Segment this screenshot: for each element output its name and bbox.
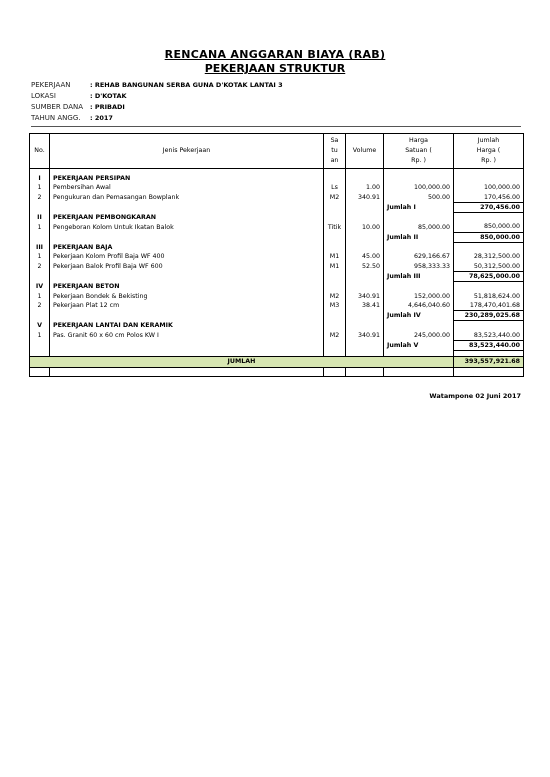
- item-name: Pembersihan Awal: [50, 183, 324, 192]
- empty-cell: [324, 321, 346, 331]
- item-total: 51,818,624.00: [454, 292, 524, 301]
- item-total: 83,523,440.00: [454, 331, 524, 341]
- item-number: 2: [30, 301, 50, 311]
- empty-cell: [30, 367, 50, 376]
- item-number: 1: [30, 183, 50, 192]
- empty-cell: [454, 174, 524, 183]
- item-unit: Ls: [324, 183, 346, 192]
- subtotal-label: Jumlah II: [384, 232, 454, 242]
- empty-cell: [30, 341, 50, 351]
- subtotal-value: 230,289,025.68: [454, 311, 524, 321]
- table-row: [30, 262, 524, 272]
- section-header-row: [30, 213, 524, 223]
- table-row: [30, 292, 524, 301]
- empty-cell: [324, 232, 346, 242]
- empty-cell: [384, 213, 454, 223]
- item-unit: M1: [324, 252, 346, 261]
- section-number: II: [30, 213, 50, 223]
- item-name: Pekerjaan Bondek & Bekisting: [50, 292, 324, 301]
- item-unit-price: 629,166.67: [384, 252, 454, 261]
- item-number: 2: [30, 262, 50, 272]
- header-no: No.: [30, 134, 50, 169]
- item-total: 850,000.00: [454, 222, 524, 232]
- empty-cell: [454, 243, 524, 253]
- subtotal-label: Jumlah III: [384, 271, 454, 281]
- empty-cell: [346, 232, 384, 242]
- subtotal-value: 850,000.00: [454, 232, 524, 242]
- empty-cell: [324, 243, 346, 253]
- signature-place-date: Watampone 02 Juni 2017: [429, 392, 521, 400]
- empty-cell: [346, 321, 384, 331]
- empty-cell: [384, 243, 454, 253]
- item-number: 1: [30, 292, 50, 301]
- item-total: 170,456.00: [454, 193, 524, 203]
- item-number: 2: [30, 193, 50, 203]
- subtotal-label: Jumlah I: [384, 202, 454, 212]
- empty-cell: [384, 321, 454, 331]
- section-number: III: [30, 243, 50, 253]
- empty-cell: [324, 202, 346, 212]
- empty-cell: [346, 271, 384, 281]
- item-total: 28,312,500.00: [454, 252, 524, 261]
- item-unit-price: 4,646,040.60: [384, 301, 454, 311]
- empty-cell: [50, 311, 324, 321]
- subtotal-value: 78,625,000.00: [454, 271, 524, 281]
- item-name: Pekerjaan Balok Profil Baja WF 600: [50, 262, 324, 272]
- item-total: 178,470,401.68: [454, 301, 524, 311]
- table-row: [30, 331, 524, 341]
- divider: [31, 126, 521, 127]
- subtotal-label: Jumlah V: [384, 341, 454, 351]
- section-name: PEKERJAAN BAJA: [50, 243, 324, 253]
- section-name: PEKERJAAN PEMBONGKARAN: [50, 213, 324, 223]
- item-unit-price: 85,000.00: [384, 222, 454, 232]
- meta-tahun-anggaran: TAHUN ANGG. : 2017: [31, 114, 113, 122]
- section-header-row: [30, 174, 524, 183]
- empty-cell: [324, 174, 346, 183]
- subtotal-row: [30, 271, 524, 281]
- item-number: 1: [30, 252, 50, 261]
- section-name: PEKERJAAN LANTAI DAN KERAMIK: [50, 321, 324, 331]
- subtotal-row: [30, 311, 524, 321]
- item-unit-price: 500.00: [384, 193, 454, 203]
- empty-cell: [384, 282, 454, 292]
- item-volume: 45.00: [346, 252, 384, 261]
- item-unit-price: 958,333.33: [384, 262, 454, 272]
- table-header-row: [30, 134, 524, 169]
- empty-cell: [384, 367, 454, 376]
- table-row: [30, 183, 524, 192]
- section-number: I: [30, 174, 50, 183]
- item-unit-price: 245,000.00: [384, 331, 454, 341]
- item-total: 50,312,500.00: [454, 262, 524, 272]
- table-row: [30, 222, 524, 232]
- item-name: Pas. Granit 60 x 60 cm Polos KW I: [50, 331, 324, 341]
- empty-cell: [324, 271, 346, 281]
- empty-cell: [454, 282, 524, 292]
- item-volume: 10.00: [346, 222, 384, 232]
- table-row: [30, 252, 524, 261]
- meta-lokasi: LOKASI : D'KOTAK: [31, 92, 127, 100]
- item-unit: M2: [324, 331, 346, 341]
- empty-cell: [50, 367, 324, 376]
- subtotal-row: [30, 341, 524, 351]
- table-row: [30, 301, 524, 311]
- empty-cell: [346, 213, 384, 223]
- subtotal-value: 83,523,440.00: [454, 341, 524, 351]
- item-unit: Titik: [324, 222, 346, 232]
- empty-cell: [50, 202, 324, 212]
- section-header-row: [30, 321, 524, 331]
- item-name: Pengukuran dan Pemasangan Bowplank: [50, 193, 324, 203]
- section-name: PEKERJAAN BETON: [50, 282, 324, 292]
- empty-cell: [324, 282, 346, 292]
- item-unit-price: 100,000.00: [384, 183, 454, 192]
- meta-pekerjaan: PEKERJAAN : REHAB BANGUNAN SERBA GUNA D'KOTAK LANTAI 3: [31, 81, 283, 89]
- empty-cell: [50, 341, 324, 351]
- empty-cell: [346, 174, 384, 183]
- empty-cell: [346, 202, 384, 212]
- item-total: 100,000.00: [454, 183, 524, 192]
- empty-cell: [346, 282, 384, 292]
- subtotal-row: [30, 232, 524, 242]
- item-volume: 1.00: [346, 183, 384, 192]
- section-header-row: [30, 282, 524, 292]
- item-volume: 340.91: [346, 193, 384, 203]
- empty-cell: [454, 367, 524, 376]
- blank-row: [30, 367, 524, 376]
- item-unit: M2: [324, 292, 346, 301]
- item-name: Pengeboran Kolom Untuk Ikatan Balok: [50, 222, 324, 232]
- empty-cell: [346, 243, 384, 253]
- item-volume: 52.50: [346, 262, 384, 272]
- grand-total-row: [30, 357, 524, 367]
- grand-total-value: 393,557,921.68: [454, 357, 524, 367]
- empty-cell: [50, 271, 324, 281]
- item-number: 1: [30, 331, 50, 341]
- empty-cell: [324, 367, 346, 376]
- subtotal-row: [30, 202, 524, 212]
- item-number: 1: [30, 222, 50, 232]
- header-harga-satuan: Harga Satuan ( Rp. ): [384, 134, 454, 169]
- item-unit: M2: [324, 193, 346, 203]
- item-volume: 340.91: [346, 331, 384, 341]
- header-volume: Volume: [346, 134, 384, 169]
- empty-cell: [346, 311, 384, 321]
- empty-cell: [324, 213, 346, 223]
- rab-table: [29, 133, 524, 377]
- header-jumlah-harga: Jumlah Harga ( Rp. ): [454, 134, 524, 169]
- document-title: RENCANA ANGGARAN BIAYA (RAB): [164, 48, 386, 61]
- item-volume: 340.91: [346, 292, 384, 301]
- meta-sumber-dana: SUMBER DANA : PRIBADI: [31, 103, 125, 111]
- table-row: [30, 193, 524, 203]
- empty-cell: [324, 341, 346, 351]
- empty-cell: [454, 213, 524, 223]
- empty-cell: [324, 311, 346, 321]
- section-header-row: [30, 243, 524, 253]
- section-name: PEKERJAAN PERSIPAN: [50, 174, 324, 183]
- empty-cell: [30, 202, 50, 212]
- grand-total-label: JUMLAH: [30, 357, 454, 367]
- section-number: IV: [30, 282, 50, 292]
- empty-cell: [384, 174, 454, 183]
- header-satuan: Sa tu an: [324, 134, 346, 169]
- document-subtitle: PEKERJAAN STRUKTUR: [204, 62, 346, 75]
- item-name: Pekerjaan Plat 12 cm: [50, 301, 324, 311]
- item-volume: 38.41: [346, 301, 384, 311]
- section-number: V: [30, 321, 50, 331]
- item-unit: M1: [324, 262, 346, 272]
- subtotal-label: Jumlah IV: [384, 311, 454, 321]
- empty-cell: [30, 232, 50, 242]
- empty-cell: [346, 341, 384, 351]
- subtotal-value: 270,456.00: [454, 202, 524, 212]
- item-unit-price: 152,000.00: [384, 292, 454, 301]
- empty-cell: [50, 232, 324, 242]
- header-jenis-pekerjaan: Jenis Pekerjaan: [50, 134, 324, 169]
- empty-cell: [346, 367, 384, 376]
- item-unit: M3: [324, 301, 346, 311]
- item-name: Pekerjaan Kolom Profil Baja WF 400: [50, 252, 324, 261]
- empty-cell: [30, 271, 50, 281]
- empty-cell: [30, 311, 50, 321]
- empty-cell: [454, 321, 524, 331]
